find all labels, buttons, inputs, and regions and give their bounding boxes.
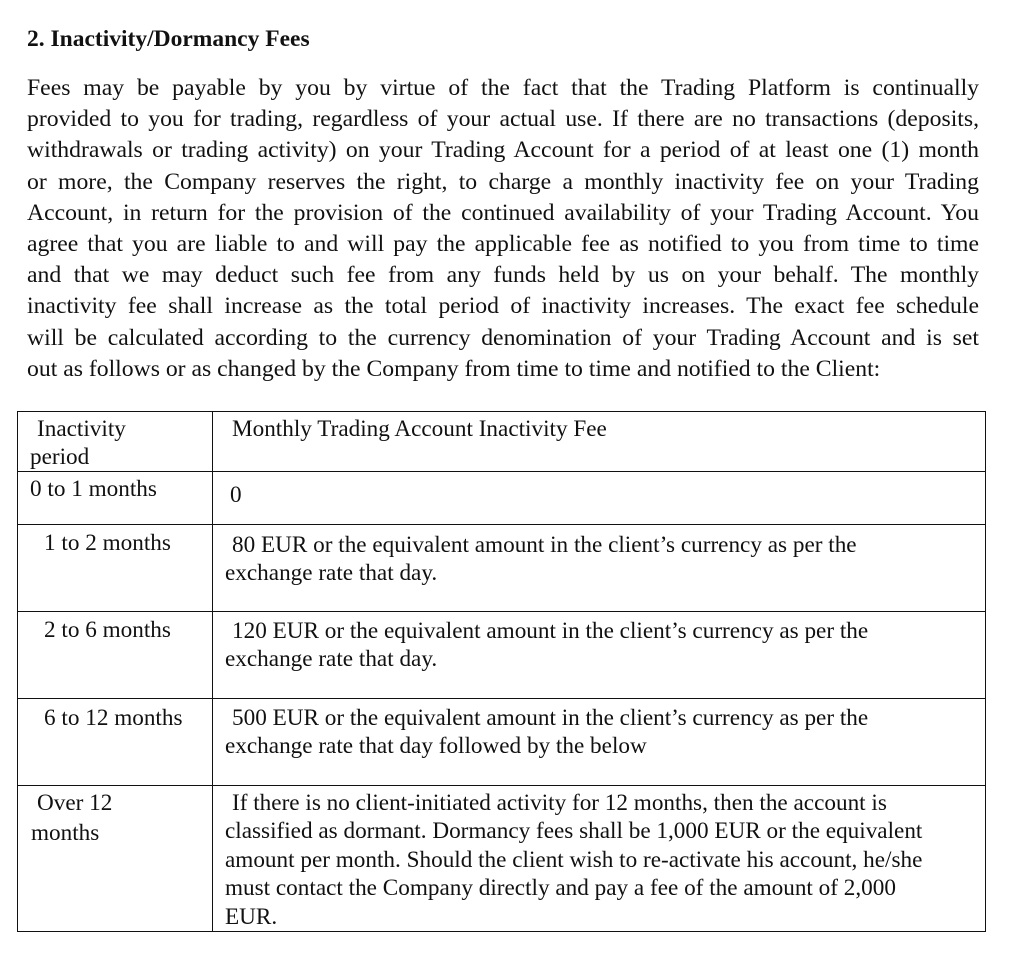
paragraph-line: Account, in return for the provision of the continued availability of your Trading Account. You <box>27 199 979 226</box>
fee-text-line: 80 EUR or the equivalent amount in the client’s currency as per the <box>232 532 857 558</box>
section-heading: 2. Inactivity/Dormancy Fees <box>27 26 310 52</box>
fee-text-line: classified as dormant. Dormancy fees shall be 1,000 EUR or the equivalent <box>225 818 923 845</box>
fee-text: 0 <box>230 482 242 508</box>
paragraph-line: will be calculated according to the currency denomination of your Trading Account and is set <box>27 324 979 351</box>
header-cell-fee <box>213 412 986 472</box>
fee-cell <box>213 612 986 699</box>
header-period-line: Inactivity <box>37 416 126 442</box>
period-cell <box>18 472 213 525</box>
fee-cell <box>213 786 986 932</box>
fee-text-line: 120 EUR or the equivalent amount in the client’s currency as per the <box>232 618 869 644</box>
fee-text-line: 500 EUR or the equivalent amount in the client’s currency as per the <box>232 705 869 731</box>
table-header-row <box>18 412 986 472</box>
paragraph-line: or more, the Company reserves the right, to charge a monthly inactivity fee on your Trading <box>27 168 979 195</box>
table-row <box>18 472 986 525</box>
paragraph-line: provided to you for trading, regardless of your actual use. If there are no transactions (deposits, <box>27 106 979 133</box>
fee-text-line: exchange rate that day. <box>225 646 438 672</box>
table-row <box>18 786 986 932</box>
period-text: 2 to 6 months <box>44 617 171 643</box>
fee-cell <box>213 525 986 612</box>
paragraph-line: out as follows or as changed by the Company from time to time and notified to the Client: <box>27 355 881 382</box>
table-row <box>18 612 986 699</box>
period-text: 0 to 1 months <box>30 476 157 502</box>
paragraph-line: and that we may deduct such fee from any funds held by us on your behalf. The monthly <box>27 262 979 289</box>
fee-text-line: exchange rate that day. <box>225 560 438 586</box>
period-cell <box>18 699 213 786</box>
fee-text-line: If there is no client-initiated activity for 12 months, then the account is <box>232 790 887 816</box>
header-cell-period <box>18 412 213 472</box>
period-text-line: months <box>31 820 100 846</box>
paragraph-line: withdrawals or trading activity) on your Trading Account for a period of at least one (1) month <box>27 137 979 164</box>
table-row <box>18 699 986 786</box>
period-cell <box>18 786 213 932</box>
period-text: 6 to 12 months <box>44 705 183 731</box>
inactivity-fee-table <box>17 411 986 932</box>
paragraph-line: agree that you are liable to and will pay the applicable fee as notified to you from time to time <box>27 230 979 257</box>
fee-cell <box>213 472 986 525</box>
paragraph-line: Fees may be payable by you by virtue of the fact that the Trading Platform is continually <box>27 75 979 101</box>
period-cell <box>18 525 213 612</box>
fee-text-line: EUR. <box>225 903 278 930</box>
fee-text-line: amount per month. Should the client wish to re-activate his account, he/she <box>225 846 923 873</box>
table-row <box>18 525 986 612</box>
fee-text-line: exchange rate that day followed by the below <box>225 733 647 759</box>
period-cell <box>18 612 213 699</box>
header-fee-text: Monthly Trading Account Inactivity Fee <box>232 416 607 442</box>
paragraph-line: inactivity fee shall increase as the total period of inactivity increases. The exact fee schedule <box>27 293 979 320</box>
header-period-line: period <box>30 444 90 470</box>
period-text-line: Over 12 <box>37 790 113 816</box>
fees-paragraph <box>27 73 979 385</box>
fee-cell <box>213 699 986 786</box>
fee-text-line: must contact the Company directly and pay a fee of the amount of 2,000 <box>225 875 896 902</box>
period-text: 1 to 2 months <box>44 530 171 556</box>
